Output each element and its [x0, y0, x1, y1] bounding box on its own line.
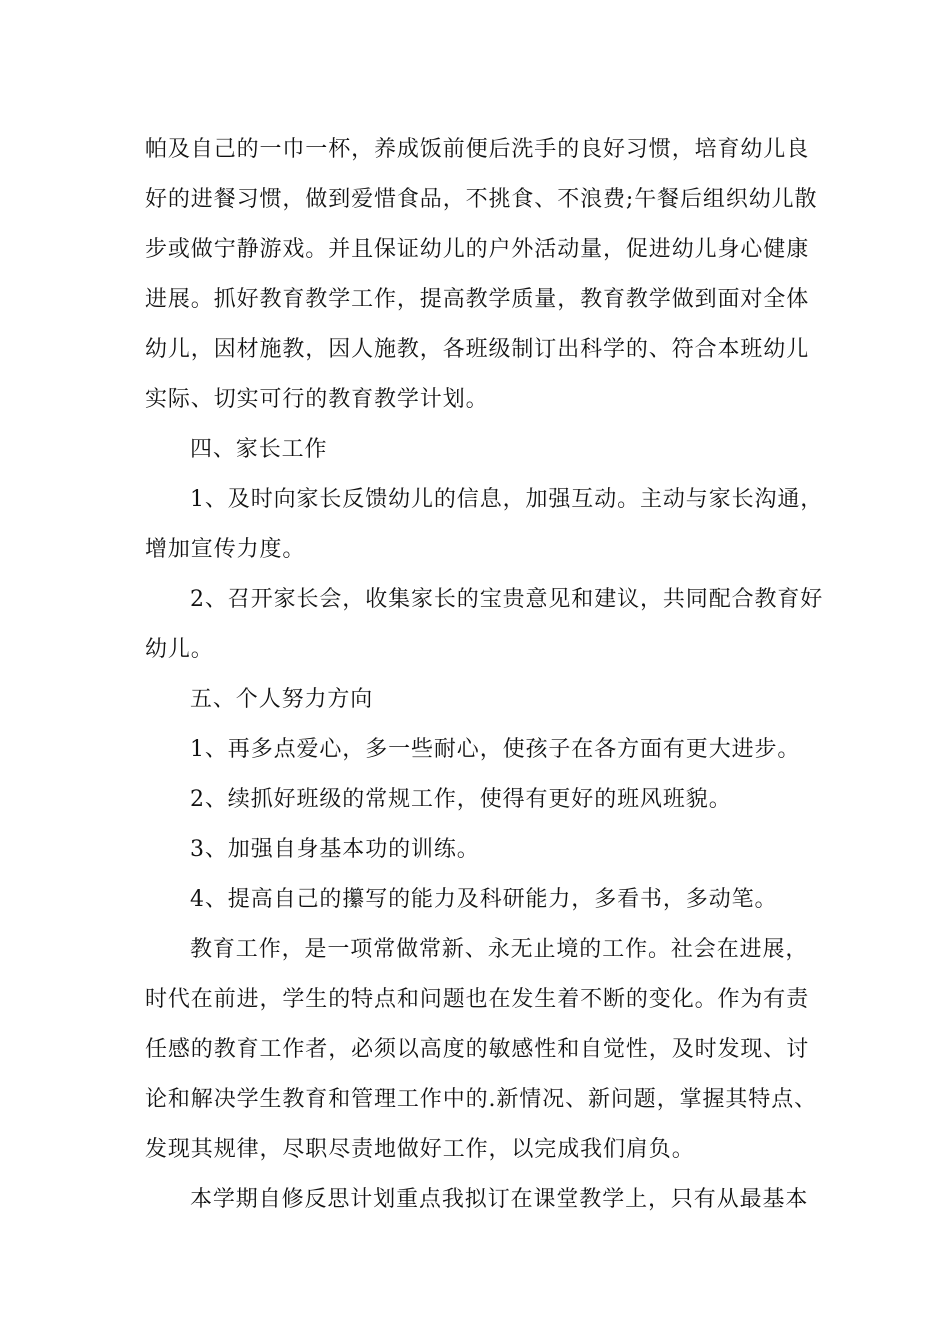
text-line: 幼儿。	[145, 637, 214, 662]
list-item: 2、召开家长会，收集家长的宝贵意见和建议，共同配合教育好	[190, 587, 824, 612]
list-item: 3、加强自身基本功的训练。	[190, 837, 480, 862]
list-item: 4、提高自己的攥写的能力及科研能力，多看书，多动笔。	[190, 887, 778, 912]
text-line: 好的进餐习惯，做到爱惜食品，不挑食、不浪费;午餐后组织幼儿散	[145, 187, 818, 212]
section-heading: 四、家长工作	[190, 437, 328, 462]
text-line: 论和解决学生教育和管理工作中的.新情况、新问题，掌握其特点、	[145, 1087, 817, 1112]
text-line: 发现其规律，尽职尽责地做好工作，以完成我们肩负。	[145, 1137, 695, 1162]
paragraph-start: 本学期自修反思计划重点我拟订在课堂教学上，只有从最基本	[190, 1187, 809, 1212]
text-line: 进展。抓好教育教学工作，提高教学质量，教育教学做到面对全体	[145, 287, 810, 312]
paragraph-start: 教育工作，是一项常做常新、永无止境的工作。社会在进展，	[190, 937, 809, 962]
text-line: 时代在前进，学生的特点和问题也在发生着不断的变化。作为有责	[145, 987, 810, 1012]
text-line: 幼儿，因材施教，因人施教，各班级制订出科学的、符合本班幼儿	[145, 337, 810, 362]
list-item: 1、及时向家长反馈幼儿的信息，加强互动。主动与家长沟通，	[190, 487, 824, 512]
list-item: 2、续抓好班级的常规工作，使得有更好的班风班貌。	[190, 787, 732, 812]
list-item: 1、再多点爱心，多一些耐心，使孩子在各方面有更大进步。	[190, 737, 801, 762]
text-line: 任感的教育工作者，必须以高度的敏感性和自觉性，及时发现、讨	[145, 1037, 810, 1062]
text-line: 增加宣传力度。	[145, 537, 306, 562]
text-line: 帕及自己的一巾一杯，养成饭前便后洗手的良好习惯，培育幼儿良	[145, 137, 810, 162]
text-line: 实际、切实可行的教育教学计划。	[145, 387, 489, 412]
text-line: 步或做宁静游戏。并且保证幼儿的户外活动量，促进幼儿身心健康	[145, 237, 810, 262]
section-heading: 五、个人努力方向	[190, 687, 374, 712]
